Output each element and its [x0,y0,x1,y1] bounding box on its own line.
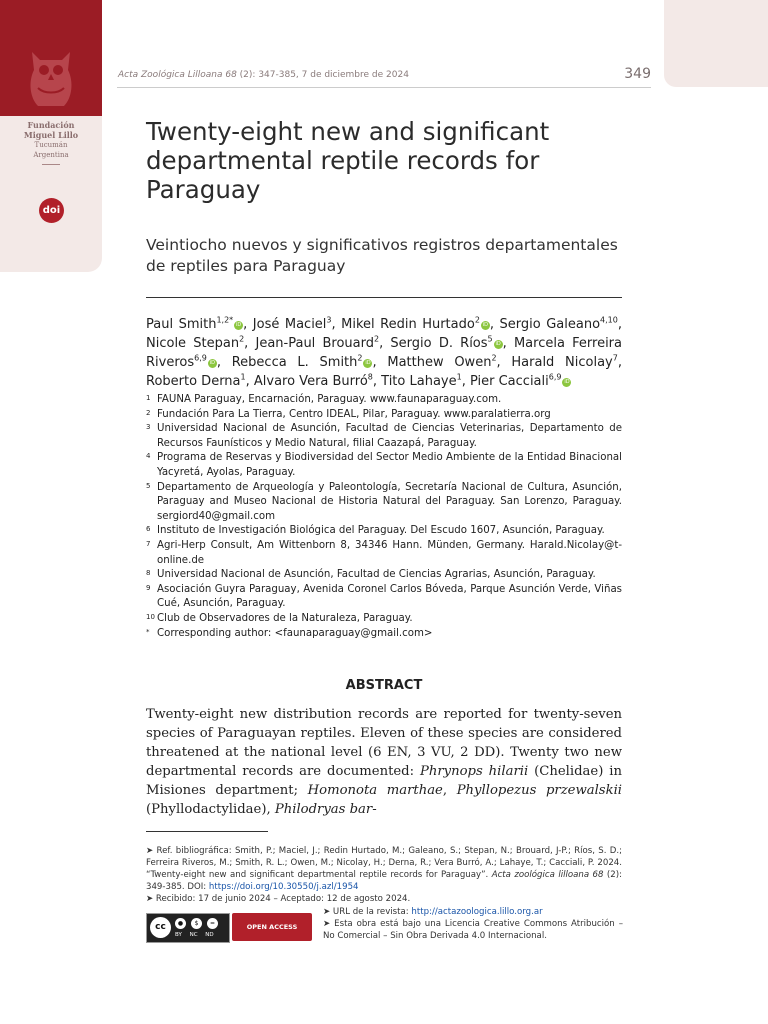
citation-text: ➤ Ref. bibliográfica: Smith, P.; Maciel, J.; Redin Hurtado, M.; Galeano, S.; Stepan, N.; Brouard, J-P.; Ríos, S. D.; Ferreira Riveros, M.; Smith, R. L.; Owen, M.; Nicolay, H.; Derna, R.; Vera Burró, A.; Lahaye, T.; Cacciali, P. 2024. “Twenty-eight new and significant departmental reptile records for Paraguay”. [146,846,622,880]
header-rule [117,87,651,88]
cc-nd-icon: = [207,918,218,929]
abstract-part: , [442,783,457,798]
affiliation-number: 6 [146,525,151,534]
journal-name: Acta Zoológica Lilloana 68 [118,70,237,80]
cc-by-icon: ● [175,918,186,929]
title-rule [146,297,622,298]
received-dates: ➤ Recibido: 17 de junio 2024 – Aceptado: 12 de agosto 2024. [146,894,411,904]
creative-commons-badge[interactable] [146,913,230,943]
affiliation-text: Universidad Nacional de Asunción, Facultad de Ciencias Veterinarias, Departamento de Recursos Faunísticos y Medio Natural, filial Caazapá, Paraguay. [157,423,622,449]
cc-nc-icon: $ [191,918,202,929]
affiliation-text: Corresponding author: <faunaparaguay@gmail.com> [157,627,433,639]
doi-icon[interactable]: doi [39,198,64,223]
affiliation-item [146,524,622,539]
abstract-text [146,705,622,819]
license-statement: ➤ Esta obra está bajo una Licencia Creative Commons Atribución – No Comercial – Sin Obra Derivada 4.0 Internacional. [323,919,623,941]
page-number: 349 [624,66,651,82]
affiliation-number: 4 [146,452,151,461]
owl-logo-icon [24,44,78,110]
article-subtitle: Veintiocho nuevos y significativos registros departamentales de reptiles para Paraguay [146,236,618,275]
journal-url-label: ➤ URL de la revista: [323,907,412,917]
institution-city: Tucumán [34,141,68,149]
affiliation-text: Universidad Nacional de Asunción, Facultad de Ciencias Agrarias, Asunción, Paraguay. [157,569,596,581]
orcid-icon[interactable]: iD [564,379,570,385]
running-header [118,70,651,80]
affiliation-number: 10 [146,612,155,621]
affiliation-number: 3 [146,423,151,432]
institution-divider [42,164,60,165]
sidebar-banner [0,0,102,116]
institution-country: Argentina [33,151,69,159]
species-name: Homonota marthae [307,783,443,798]
institution-name-1: Fundación [27,120,75,130]
affiliation-item [146,451,622,480]
orcid-icon[interactable]: iD [365,360,371,366]
affiliation-number: 2 [146,408,151,417]
institution-block [0,120,102,165]
affiliation-text: Agri-Herp Consult, Am Wittenborn 8, 34346 Hann. Münden, Germany. Harald.Nicolay@t-online.de [157,539,622,566]
abstract-part: (Phyllodactylidae), [146,802,275,817]
affiliation-text: Club de Observadores de la Naturaleza, Paraguay. [157,612,413,624]
license-block [146,907,623,948]
article-title: Twenty-eight new and significant departmental reptile records for Paraguay [146,117,550,204]
affiliation-item [146,422,622,451]
cc-icon: cc [150,917,171,938]
institution-name-2: Miguel Lillo [23,130,79,140]
orcid-icon[interactable]: iD [209,360,215,366]
corresponding-author [146,627,622,642]
species-name: Phyllopezus przewalskii [456,783,623,798]
affiliation-number: 8 [146,569,151,578]
citation-journal: Acta zoológica lilloana 68 [491,870,604,880]
license-text [323,906,623,942]
affiliation-text: Asociación Guyra Paraguay, Avenida Coronel Carlos Bóveda, Parque Asunción Verde, Viñas Cué, Asunción, Paraguay. [157,583,622,610]
footnote-rule [146,831,268,832]
affiliation-text: FAUNA Paraguay, Encarnación, Paraguay. www.faunaparaguay.com. [157,394,502,405]
affiliation-number: 5 [146,481,151,490]
affiliation-number: 1 [146,394,151,402]
citation-block [146,845,622,905]
affiliations-list [146,393,622,641]
abstract-part: Twenty-eight new distribution records are reported for twenty-seven species of Paraguayan reptiles. Eleven of these species are considered threatened at the national level (6 EN, 3 VU, 2 DD). Twenty two new departmental records are documented: [146,707,622,779]
page-corner-tab [664,0,768,87]
abstract-part: (Chelidae) in Misiones department; [146,764,622,798]
journal-url-link[interactable]: http://actazoologica.lillo.org.ar [411,907,543,917]
affiliation-text: Departamento de Arqueología y Paleontología, Secretaría Nacional de Cultura, Asunción, Paraguay and Museo Nacional de Historia Natural del Paraguay. San Lorenzo, Paraguay. sergiord40@gmail.com [157,481,622,522]
species-name: Phrynops hilarii [419,764,529,779]
affiliation-number: 9 [146,583,151,592]
orcid-icon[interactable]: iD [495,341,501,347]
affiliation-item [146,583,622,612]
doi-link[interactable]: https://doi.org/10.30550/j.azl/1954 [208,882,359,892]
abstract-heading: ABSTRACT [345,678,423,693]
affiliation-item [146,408,622,423]
affiliation-item [146,481,622,525]
citation-issue: (2): 349-385. DOI: [146,870,622,892]
orcid-icon[interactable]: iD [482,322,489,328]
affiliation-text: Programa de Reservas y Biodiversidad del Sector Medio Ambiente de la Entidad Binacional Yacyretá, Ayolas, Paraguay. [157,452,622,478]
species-name: Philodryas bar- [274,802,377,817]
journal-issue: (2): 347-385, 7 de diciembre de 2024 [236,70,409,80]
affiliation-text: Instituto de Investigación Biológica del Paraguay. Del Escudo 1607, Asunción, Paraguay. [157,525,605,537]
affiliation-number: * [146,627,150,636]
orcid-icon[interactable]: iD [236,322,242,328]
affiliation-number: 7 [146,539,151,548]
open-access-badge[interactable]: OPEN ACCESS [232,913,312,941]
author-list: Paul Smith$^{1,2*}$iD , José Maciel$^3$, Mikel Redin Hurtado$^2$iD , Sergio Galeano$^{4,10}$, Nicole Stepan$^2$, Jean-Paul Brouard$^2$, Sergio D. Ríos$^5$iD , Marcela Ferreira Riveros$^{6,9}$iD , Rebecca L. Smith$^2$iD , Matthew Owen$^2$, Harald Nicolay$^7$, Roberto Derna$^1$, Alvaro Vera Burró$^8$, Tito Lahaye$^1$, Pier Cacciali$^{6,9}$iD [146,315,622,389]
affiliation-item [146,539,622,568]
cc-labels: BY NC ND [175,932,214,938]
affiliation-text: Fundación Para La Tierra, Centro IDEAL, Pilar, Paraguay. www.paralatierra.org [157,408,551,420]
affiliation-item [146,568,622,583]
journal-sidebar [0,0,102,272]
affiliation-item [146,612,622,627]
affiliation-item [146,393,622,408]
